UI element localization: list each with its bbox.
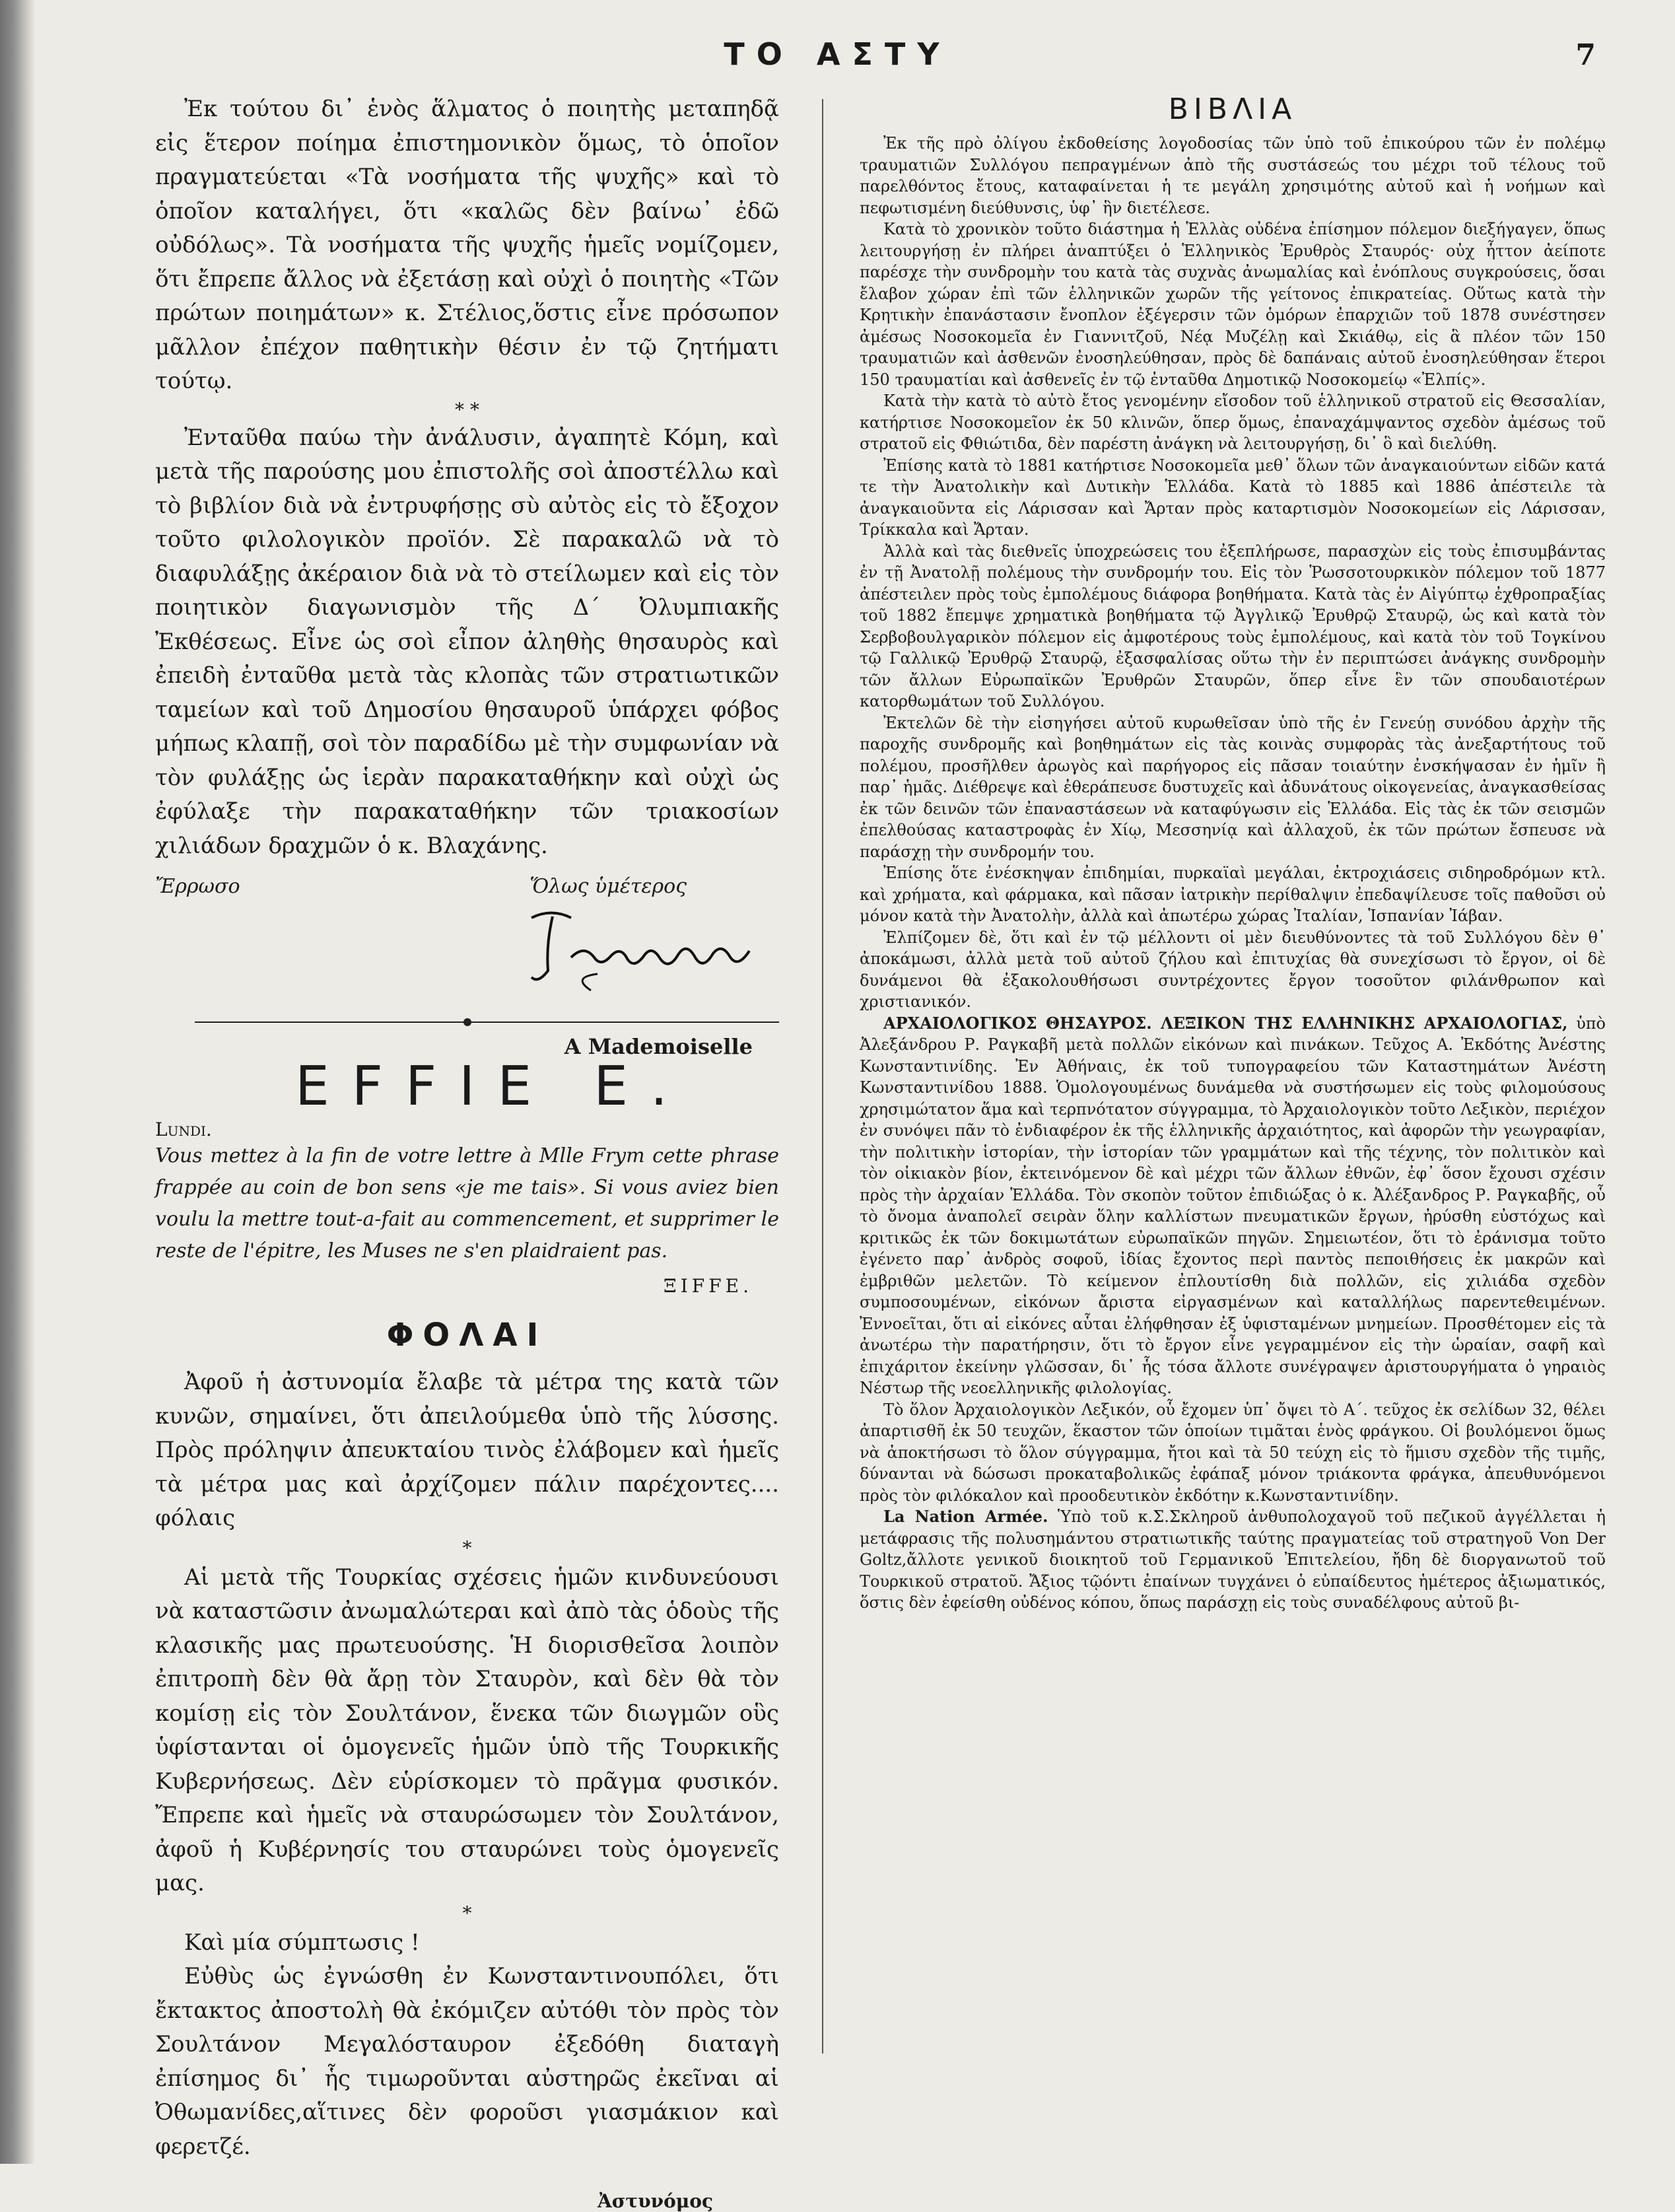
nation-armee-notice bbox=[860, 1506, 1606, 1614]
vivlia-paragraph-7: Ἐπίσης ὅτε ἐνέσκηψαν ἐπιδημίαι, πυρκαϊαὶ μεγάλαι, ἐκτροχιάσεις σιδηροδρόμων κτλ. καὶ χρήματα, καὶ φάρμακα, καὶ πᾶσαν ἰατρικὴν περίθαλψιν ἐπεδαψίλευσε τοῖς παθοῦσι οὐ μόνον κατὰ τὴν Ἀνατολὴν, ἀλλὰ καὶ ἀπωτέρω χώρας Ἰταλίαν, Ἱσπανίαν Ἰάβαν. bbox=[860, 864, 1606, 925]
day-label: Lundi. bbox=[155, 1119, 212, 1140]
running-title: ΤΟ ΑΣΤΥ bbox=[724, 36, 951, 72]
folai-title: ΦΟΛΑΙ bbox=[386, 1317, 548, 1354]
archaeology-review-heading: ΑΡΧΑΙΟΛΟΓΙΚΟΣ ΘΗΣΑΥΡΟΣ. ΛΕΞΙΚΟΝ ΤΗΣ ΕΛΛΗΝΙΚΗΣ ΑΡΧΑΙΟΛΟΓΙΑΣ, bbox=[883, 1013, 1568, 1033]
farewell: Ἔρρωσο bbox=[155, 875, 240, 898]
lexicon-pricing: Τὸ ὅλον Ἀρχαιολογικὸν Λεξικόν, οὗ ἔχομεν ὑπ᾿ ὄψει τὸ Α΄. τεῦχος ἐκ σελίδων 32, θέλει ἀπαρτισθῆ ἐκ 50 τευχῶν, ἕκαστον τῶν ὁποίων τιμᾶται ἑνὸς φράγκου. Οἱ βουλόμενοι ὅμως νὰ ἀποκτήσωσι τὸ ὅλον σύγγραμμα, ἤτοι καὶ τὰ 50 τεύχη εἰς τὸ ἥμισυ σχεδὸν τῆς τιμῆς, δύνανται νὰ δώσωσι προκαταβολικῶς ἐφάπαξ μόνον τριάκοντα φράγκα, ἀπευθυνόμενοι πρὸς τὸν φιλόκαλον καὶ προοδευτικὸν ἐκδότην κ.Κωνσταντινίδην. bbox=[860, 1400, 1606, 1505]
folai-item-3-lead: Καὶ μία σύμπτωσις ! bbox=[184, 1929, 420, 1956]
nation-armee-heading: La Nation Armée. bbox=[883, 1507, 1048, 1526]
dedication: A Mademoiselle bbox=[564, 1034, 753, 1059]
archaeology-review bbox=[860, 1013, 1606, 1399]
vivlia-paragraph-3: Κατὰ τὴν κατὰ τὸ αὐτὸ ἔτος γενομένην εἴσοδον τοῦ ἑλληνικοῦ στρατοῦ εἰς Θεσσαλίαν, κατήρτισε Νοσοκομεῖον ἐκ 50 κλινῶν, ὅπερ ὅμως, ἐπαναχάμψαντος σχεδὸν ἀμέσως τοῦ στρατοῦ εἰς Φθιώτιδα, δὲν παρέστη ἀνάγκη νὰ λειτουργήσῃ, δι᾿ ὃ καὶ διελύθη. bbox=[860, 392, 1606, 453]
vivlia-paragraph-2: Κατὰ τὸ χρονικὸν τοῦτο διάστημα ἡ Ἑλλὰς οὐδένα ἐπίσημον πόλεμον διεξήγαγεν, ὅπως λειτουργήσῃ ἐν πλήρει ἀναπτύξει ὁ Ἑλληνικὸς Ἐρυθρὸς Σταυρός· οὐχ ἧττον ἀείποτε παρέσχε τὴν συνδρομὴν του κατὰ τὰς συχνὰς ἀνωμαλίας καὶ ἐνόπλους συγκρούσεις, ὅσαι ἔλαβον χώραν ἐπὶ τῶν ἑλληνικῶν χωρῶν τῆς γείτονος ἐπικρατείας. Οὕτως κατὰ τὴν Κρητικὴν ἐπανάστασιν ἔνοπλον ἐξέγερσιν τῶν ὁμόρων ἐπαρχιῶν τοῦ 1878 συνέστησεν ἀμέσως Νοσοκομεῖα ἐν Γιαννιτζοῦ, Νέᾳ Μυζέλῃ καὶ Σκιάθῳ, εἰς ἃ πλέον τῶν 150 τραυματιῶν καὶ ἀσθενῶν ἐνοσηλεύθησαν, πρὸς δὲ δαπάναις αὐτοῦ ἐνοσηλεύθησαν ἕτεροι 150 τραυματίαι καὶ ἀσθενεῖς ἐν τῷ ἐνταῦθα Δημοτικῷ Νοσοκομείῳ «Ἐλπίς». bbox=[860, 220, 1606, 389]
archaeology-review-body: ὑπὸ Ἀλεξάνδρου Ρ. Ραγκαβῆ μετὰ πολλῶν εἰκόνων καὶ πινάκων. Τεῦχος Α. Ἐκδότης Ἀνέστης Κωνσταντινίδης. Ἐν Ἀθήναις, ἐκ τοῦ τυπογραφείου τῶν Καταστημάτων Ἀνέστη Κωνσταντινίδου 1888. Ὁμολογουμένως δυνάμεθα νὰ συστήσωμεν εἰς τοὺς φιλομούσους χρησιμώτατον ἅμα καὶ τερπνότατον σύγγραμμα, τὸ Ἀρχαιολογικὸν τοῦτο Λεξικὸν, περιέχον ἐν συνόψει πᾶν τὸ ἐνδιαφέρον ἐκ τῆς ἑλληνικῆς ἀρχαιότητος, καὶ ἀφορῶν τὴν γεωγραφίαν, τὴν πολιτικὴν ἱστορίαν, τὴν ἱστορίαν τῶν γραμμάτων καὶ τῆς τέχνης, τὸν πολιτικὸν καὶ τὸν οἰκιακὸν βίον, ἐκτεινόμενον δὲ καὶ μέχρι τῶν ἄλλων ἐθνῶν, ἐφ᾿ ὅσον ἔχουσι σχέσιν πρὸς τὴν ἀρχαίαν Ἑλλάδα. Τὸν σκοπὸν τοῦτον ἐπιδιώξας ὁ κ. Ἀλέξανδρος Ρ. Ραγκαβῆς, οὗ τὸ ὄνομα ἀναπολεῖ σειρὰν ὅλην καλλίστων πνευματικῶν ἔργων, ἠρύσθη εὐστόχως καὶ κριτικῶς ἐκ τῶν δοκιμωτάτων εὐρωπαϊκῶν πηγῶν. Σημειωτέον, ὅτι τὸ ἐράνισμα τοῦτο ἐγένετο παρ᾿ ἀνδρὸς σοφοῦ, ἰδίας ἔχοντος περὶ παντὸς πεποιθήσεις ἐκ μακρῶν καὶ ἐμβριθῶν μελετῶν. Τὸ κείμενον ἐπλουτίσθη διὰ πολλῶν, εἰς χιλιάδα σχεδὸν συμποσουμένων, εἰκόνων ἄριστα εἰργασμένων καὶ καταλλήλως παρεντεθειμένων. Ἐννοεῖται, ὅτι αἱ εἰκόνες αὗται ἐλήφθησαν ἐξ ὑφισταμένων μνημείων. Προσθέτομεν εἰς τὰ ἀνωτέρω τὴν παρατήρησιν, ὅτι τὸ ἔργον εἶνε γεγραμμένον εἰς τὴν ὡραίαν, σαφῆ καὶ ἐπιχάριτον ἐκείνην γλῶσσαν, δι᾿ ἧς τόσα ἄλλοτε συνέγραψεν ἀριστουργήματα ὁ γηραιὸς Νέστωρ τῆς νεοελληνικῆς φιλολογίας. bbox=[860, 1014, 1606, 1397]
vivlia-title: ΒΙΒΛΙΑ bbox=[1168, 92, 1297, 126]
effie-title: EFFIE E. bbox=[295, 1055, 691, 1118]
left-column bbox=[155, 92, 779, 2212]
byline: Ἀστυνόμος bbox=[598, 2190, 713, 2212]
closing: Ὅλως ὑμέτερος bbox=[530, 875, 687, 898]
letter-closing bbox=[155, 875, 766, 898]
french-text: Vous mettez à la fin de votre lettre à Mlle Frym cette phrase frappée au coin de bon sens «je me tais». Si vous aviez bien voulu la mettre tout-a-fait au commencement, et supprimer le reste de l'épitre, les Muses ne s'en plaidraient pas. bbox=[155, 1144, 779, 1262]
vivlia-paragraph-4: Ἐπίσης κατὰ τὸ 1881 κατήρτισε Νοσοκομεῖα μεθ᾿ ὅλων τῶν ἀναγκαιούντων εἰδῶν κατά τε τὴν Ἀνατολικὴν καὶ Δυτικὴν Ἑλλάδα. Κατὰ τὸ 1885 καὶ 1886 ἀπέστειλε τὰ ἀναγκαιοῦντα εἰς Λάρισσαν καὶ Ἄρταν πρὸς καταρτισμὸν Νοσοκομείων εἰς Λάρισσαν, Τρίκκαλα καὶ Ἄρταν. bbox=[860, 456, 1606, 539]
intro-paragraph: Ἐκ τούτου δι᾿ ἑνὸς ἅλματος ὁ ποιητὴς μεταπηδᾷ εἰς ἕτερον ποίημα ἐπιστημονικὸν ὅμως, τὸ ὁποῖον πραγματεύεται «Τὰ νοσήματα τῆς ψυχῆς» καὶ τὸ ὁποῖον καταλήγει, ὅτι «καλῶς δὲν βαίνω᾿ ἐδῶ οὐδόλως». Τὰ νοσήματα τῆς ψυχῆς ἡμεῖς νομίζομεν, ὅτι ἔπρεπε ἄλλος νὰ ἐξετάσῃ καὶ οὐχὶ ὁ ποιητὴς «Τῶν πρώτων ποιημάτων» κ. Στέλιος,ὅστις εἶνε πρόσωπον μᾶλλον ἐπέχον παθητικὴν θέσιν ἐν τῷ ζητήματι τούτῳ. bbox=[155, 96, 779, 394]
vivlia-paragraph-5: Ἀλλὰ καὶ τὰς διεθνεῖς ὑποχρεώσεις του ἐξεπλήρωσε, παρασχὼν εἰς τοὺς ἐπισυμβάντας ἐν τῇ Ἀνατολῇ πολέμους τὴν συνδρομήν του. Εἰς τὸν Ῥωσσοτουρκικὸν πόλεμον τοῦ 1877 ἀπέστειλεν πρὸς τοὺς ἐμπολέμους διάφορα βοηθήματα. Κατὰ τὰς ἐν Αἰγύπτῳ ἐχθροπραξίας τοῦ 1882 ἔπεμψε χρηματικὰ βοηθήματα τῷ Ἀγγλικῷ Ἐρυθρῷ Σταυρῷ, ὡς καὶ κατὰ τὸν Σερβοβουλγαρικὸν πόλεμον εἰς ἀμφοτέρους τοὺς ἐμπολέμους, καὶ κατὰ τὸν τοῦ Τογκίνου τῷ Γαλλικῷ Ἐρυθρῷ Σταυρῷ, ἐξασφαλίσας οὕτω τὴν ἐν περιπτώσει ἀνάγκης συνδρομὴν τῶν ἄλλων Εὐρωπαϊκῶν Ἐρυθρῶν Σταυρῶν, ὅπερ εἶνε ἓν τῶν σπουδαιοτέρων κατορθωμάτων τοῦ Συλλόγου. bbox=[860, 541, 1606, 710]
page-number: 7 bbox=[1575, 38, 1596, 72]
item-asterism: * bbox=[462, 1902, 472, 1924]
right-column bbox=[860, 92, 1606, 1614]
column-divider bbox=[822, 99, 823, 2054]
letter-paragraph: Ἐνταῦθα παύω τὴν ἀνάλυσιν, ἀγαπητὲ Κόμη, καὶ μετὰ τῆς παρούσης μου ἐπιστολῆς σοὶ ἀποστέλλω καὶ τὸ βιβλίον διὰ νὰ ἐντρυφήσῃς σὺ αὐτὸς εἰς τὸ ἔξοχον τοῦτο φιλολογικὸν προϊόν. Σὲ παρακαλῶ νὰ τὸ διαφυλάξῃς ἀκέραιον διὰ νὰ τὸ στείλωμεν καὶ εἰς τὸν ποιητικὸν διαγωνισμὸν τῆς Δ΄ Ὀλυμπιακῆς Ἐκθέσεως. Εἶνε ὡς σοὶ εἶπον ἀληθὴς θησαυρὸς καὶ ἐπειδὴ ἐνταῦθα μετὰ τὰς κλοπὰς τῶν στρατιωτικῶν ταμείων καὶ τοῦ Δημοσίου θησαυροῦ ὑπάρχει φόβος μήπως κλαπῇ, σοὶ τὸν παραδίδω μὲ τὴν συμφωνίαν νὰ τὸν φυλάξῃς ὡς ἱερὰν παρακαταθήκην καὶ οὐχὶ ὡς ἐφύλαξε τὴν παρακαταθήκην τῶν τριακοσίων χιλιάδων δραχμῶν ὁ κ. Βλαχάνης. bbox=[155, 424, 779, 859]
vivlia-paragraph-8: Ἐλπίζομεν δὲ, ὅτι καὶ ἐν τῷ μέλλοντι οἱ μὲν διευθύνοντες τὰ τοῦ Συλλόγου δὲν θ᾿ ἀποκάμωσι, ἀλλὰ μετὰ τοῦ αὐτοῦ ζήλου καὶ ἐπιτυχίας θὰ συνεχίσωσι τὸ ἔργον, οἱ δὲ δυνάμενοι θὰ ἐξακολουθήσωσι συντρέχοντες ἔργον τοσοῦτον φιλάνθρωπον καὶ χριστιανικόν. bbox=[860, 928, 1606, 1011]
vivlia-paragraph-6: Ἐκτελῶν δὲ τὴν εἰσηγήσει αὐτοῦ κυρωθεῖσαν ὑπὸ τῆς ἐν Γενεύῃ συνόδου ἀρχὴν τῆς παροχῆς συνδρομῆς καὶ βοηθημάτων εἰς τὰς κοινὰς συμφορὰς τὰς ἀνεξαρτήτους τοῦ πολέμου, προσῆλθεν ἀρωγὸς καὶ παρήγορος εἰς πᾶσαν τοιαύτην ἐνσκήψασαν ἐν ἡμῖν ἢ παρ᾿ ἡμᾶς. Διέθρεψε καὶ ἐθεράπευσε δυστυχεῖς καὶ ἀδυνάτους οἰκογενείας, ἀναγκασθείσας ἐκ τῶν δεινῶν τῶν ἐπαναστάσεων νὰ καταφύγωσιν εἰς Ἑλλάδα. Εἰς τὰς ἐκ τῶν σεισμῶν ἐπελθούσας καταστροφὰς ἐν Χίῳ, Μεσσηνίᾳ καὶ ἀλλαχοῦ, ἐκ τῶν πρώτων ἔσπευσε νὰ παράσχῃ τὴν συνδρομήν του. bbox=[860, 713, 1606, 861]
pseudonym: ΞIFFE. bbox=[664, 1275, 753, 1297]
handwritten-signature bbox=[155, 905, 779, 1004]
book-spine-shadow bbox=[0, 0, 34, 2164]
section-asterism: * * bbox=[455, 398, 479, 421]
signature-graphic bbox=[512, 905, 776, 1004]
folai-item-2: Αἱ μετὰ τῆς Τουρκίας σχέσεις ἡμῶν κινδυνεύουσι νὰ καταστῶσιν ἀνωμαλώτεραι καὶ ἀπὸ τὰς ὁδοὺς τῆς κλασικῆς μας πρωτευούσης. Ἡ διορισθεῖσα λοιπὸν ἐπιτροπὴ δὲν θὰ ἄρῃ τὸν Σταυρὸν, καὶ δὲν θὰ τὸν κομίσῃ εἰς τὸν Σουλτάνον, ἕνεκα τῶν διωγμῶν οὓς ὑφίστανται οἱ ὁμογενεῖς ἡμῶν ὑπὸ τῆς Τουρκικῆς Κυβερνήσεως. Δὲν εὑρίσκομεν τὸ πρᾶγμα φυσικόν. Ἔπρεπε καὶ ἡμεῖς νὰ σταυρώσωμεν τὸν Σουλτάνον, ἀφοῦ ἡ Κυβέρνησίς του σταυρώνει τοὺς ὁμογενεῖς μας. bbox=[155, 1564, 779, 1896]
nation-armee-body: Ὑπὸ τοῦ κ.Σ.Σκληροῦ ἀνθυπολοχαγοῦ τοῦ πεζικοῦ ἀγγέλλεται ἡ μετάφρασις τῆς πολυσημάντου στρατιωτικῆς ταύτης πραγματείας τοῦ στρατηγοῦ Von Der Goltz,ἄλλοτε γενικοῦ διοικητοῦ τοῦ Γερμανικοῦ Ἐπιτελείου, ἤδη δὲ διοργανωτοῦ τοῦ Τουρκικοῦ στρατοῦ. Ἄξιος τῷόντι ἐπαίνων τυγχάνει ὁ εὐπαίδευτος ἡμέτερος ἀξιωματικός, ὅστις δὲν ἐφείσθη οὐδένος κόπου, ὅπως παράσχῃ εἰς τοὺς συναδέλφους αὐτοῦ βι- bbox=[860, 1507, 1606, 1612]
folai-item-3: Εὐθὺς ὡς ἐγνώσθη ἐν Κωνσταντινουπόλει, ὅτι ἔκτακτος ἀποστολὴ θὰ ἐκόμιζεν αὐτόθι τὸν πρὸς τὸν Σουλτάνον Μεγαλόσταυρον ἐξεδόθη διαταγὴ ἐπίσημος δι᾿ ἧς τιμωροῦνται αὐστηρῶς ἐκεῖναι αἱ Ὀθωμανίδες,αἵτινες δὲν φοροῦσι γιασμάκιον καὶ φερετζέ. bbox=[155, 1963, 779, 2160]
item-asterism: * bbox=[462, 1537, 472, 1559]
vivlia-paragraph-1: Ἐκ τῆς πρὸ ὀλίγου ἐκδοθείσης λογοδοσίας τῶν ὑπὸ τοῦ ἐπικούρου τῶν ἐν πολέμῳ τραυματιῶν Συλλόγου πεπραγμένων ἀπὸ τῆς συστάσεώς του μέχρι τοῦ τέλους τοῦ παρελθόντος ἔτους, καταφαίνεται ἡ τε μεγάλη χρησιμότης αὐτοῦ καὶ ἡ νοήμων καὶ πεφωτισμένη διεύθυνσις, ὑφ᾿ ἣν διετέλεσε. bbox=[860, 134, 1606, 217]
folai-item-1: Ἀφοῦ ἡ ἀστυνομία ἔλαβε τὰ μέτρα της κατὰ τῶν κυνῶν, σημαίνει, ὅτι ἀπειλούμεθα ὑπὸ τῆς λύσσης. Πρὸς πρόληψιν ἀπευκταίου τινὸς ἐλάβομεν καὶ ἡμεῖς τὰ μέτρα μας καὶ ἀρχίζομεν πάλιν παρέχοντες.... φόλαις bbox=[155, 1369, 779, 1531]
section-divider bbox=[195, 1016, 779, 1029]
